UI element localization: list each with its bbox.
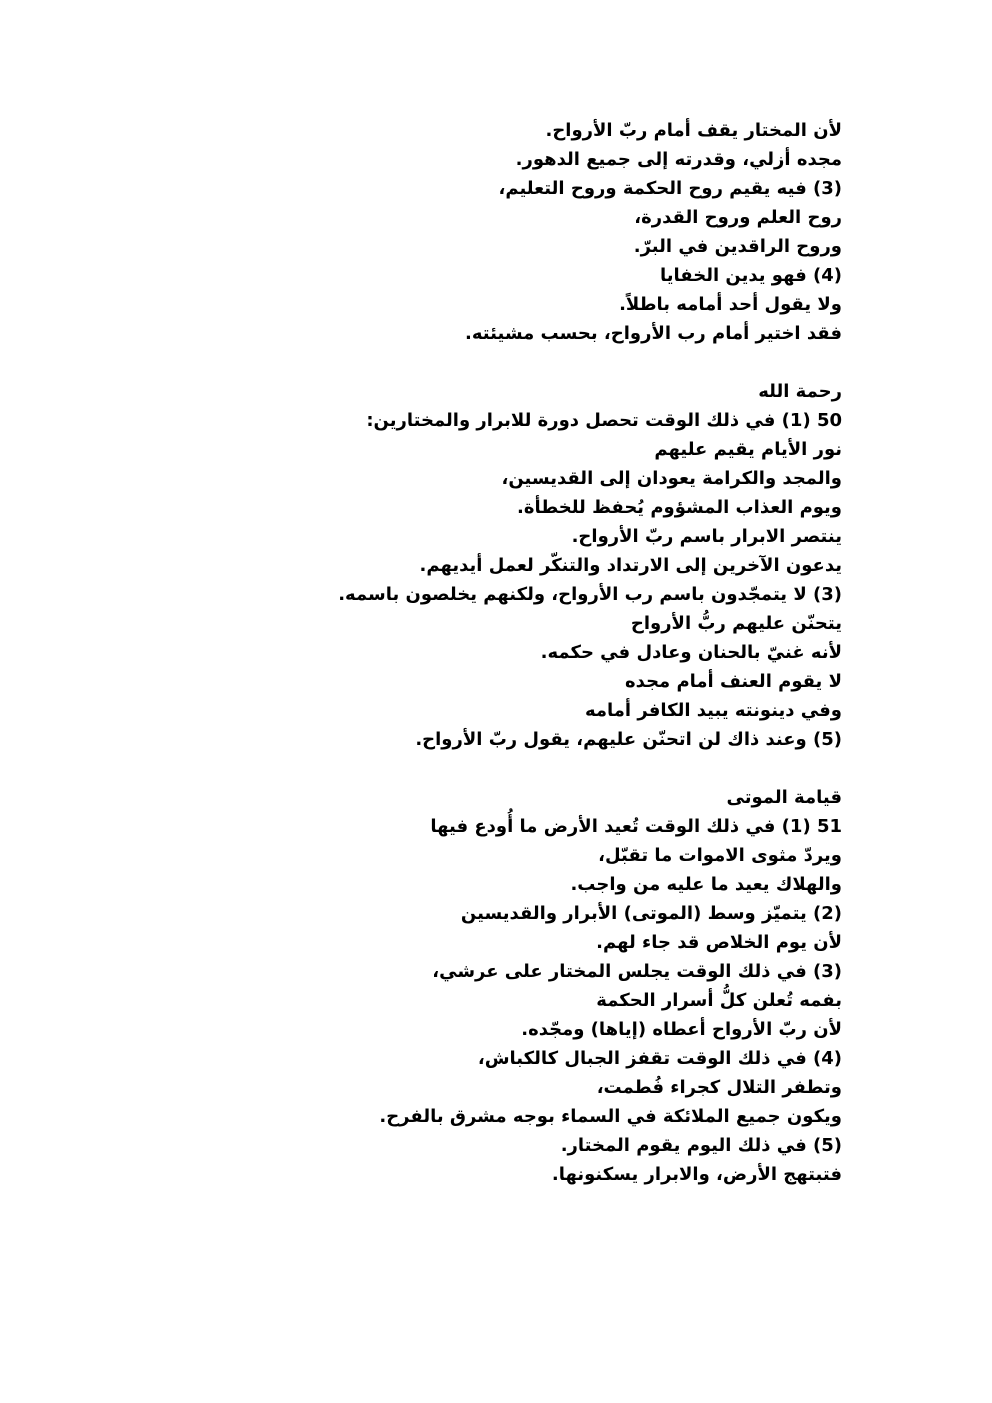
text-line: ولا يقول أحد أمامه باطلاً. xyxy=(619,294,842,315)
text-line: ينتصر الابرار باسم ربّ الأرواح. xyxy=(571,526,842,547)
text-line: (5) في ذلك اليوم يقوم المختار. xyxy=(560,1135,842,1156)
paragraph-gap xyxy=(282,754,842,783)
text-line: لأن ربّ الأرواح أعطاه (إياها) ومجّده. xyxy=(521,1019,842,1040)
text-line: وتطفر التلال كجراء فُطمت، xyxy=(596,1077,842,1098)
text-line: (2) يتميّز وسط (الموتى) الأبرار والقديسين xyxy=(460,903,842,924)
text-line: روح العلم وروح القدرة، xyxy=(634,207,842,228)
text-line: لأن المختار يقف أمام ربّ الأرواح. xyxy=(545,120,842,141)
text-line: لأنه غنيّ بالحنان وعادل في حكمه. xyxy=(540,642,842,663)
section-heading-mercy: رحمة الله xyxy=(758,381,842,402)
text-line: (3) في ذلك الوقت يجلس المختار على عرشي، xyxy=(432,961,842,982)
text-line: والمجد والكرامة يعودان إلى القديسين، xyxy=(501,468,842,489)
text-line: (4) فهو يدين الخفايا xyxy=(660,265,842,286)
text-line: يتحنّن عليهم ربُّ الأرواح xyxy=(630,613,842,634)
text-line: فقد اختير أمام رب الأرواح، بحسب مشيئته. xyxy=(465,323,842,344)
text-line: (5) وعند ذاك لن اتحنّن عليهم، يقول ربّ الأرواح. xyxy=(415,729,842,750)
text-line: يدعون الآخرين إلى الارتداد والتنكّر لعمل أيديهم. xyxy=(419,555,842,576)
text-line: ويوم العذاب المشؤوم يُحفظ للخطأة. xyxy=(516,497,842,518)
document-body xyxy=(282,116,842,1189)
section-heading-resurrection: قيامة الموتى xyxy=(726,787,842,808)
text-line: (3) فيه يقيم روح الحكمة وروح التعليم، xyxy=(498,178,842,199)
text-line: ويكون جميع الملائكة في السماء بوجه مشرق بالفرح. xyxy=(379,1106,842,1127)
text-line: وروح الراقدين في البرّ. xyxy=(633,236,842,257)
text-line: 51 (1) في ذلك الوقت تُعيد الأرض ما أُودع فيها xyxy=(430,816,842,837)
text-line: (3) لا يتمجّدون باسم رب الأرواح، ولكنهم يخلصون باسمه. xyxy=(338,584,842,605)
text-line: (4) في ذلك الوقت تقفز الجبال كالكباش، xyxy=(477,1048,842,1069)
text-line: والهلاك يعيد ما عليه من واجب. xyxy=(570,874,842,895)
text-line: لا يقوم العنف أمام مجده xyxy=(625,671,842,692)
text-line: نور الأيام يقيم عليهم xyxy=(654,439,842,460)
text-line: بفمه تُعلن كلُّ أسرار الحكمة xyxy=(596,990,842,1011)
text-line: ويردّ مثوى الاموات ما تقبّل، xyxy=(598,845,842,866)
text-line: مجده أزلي، وقدرته إلى جميع الدهور. xyxy=(515,149,842,170)
text-line: فتبتهج الأرض، والابرار يسكنونها. xyxy=(551,1164,842,1185)
text-line: وفي دينونته يبيد الكافر أمامه xyxy=(584,700,842,721)
text-line: لأن يوم الخلاص قد جاء لهم. xyxy=(596,932,842,953)
paragraph-gap xyxy=(282,348,842,377)
text-line: 50 (1) في ذلك الوقت تحصل دورة للابرار والمختارين: xyxy=(366,410,842,431)
